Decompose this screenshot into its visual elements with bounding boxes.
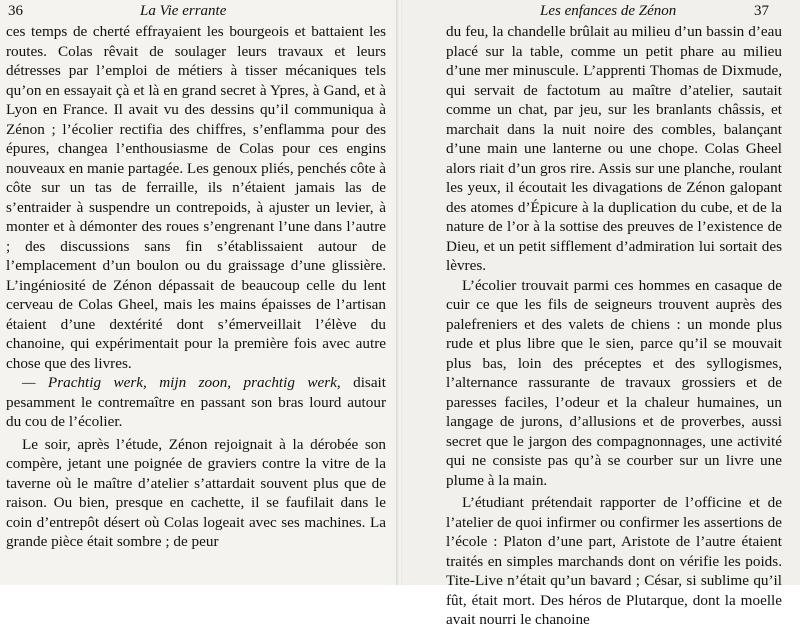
- dialogue-italic: — Prachtig werk, mijn zoon, prachtig werk,: [22, 374, 341, 391]
- right-page-body: [446, 22, 782, 630]
- running-head-left: La Vie errante: [140, 3, 227, 19]
- right-page: [402, 0, 800, 628]
- running-head-right: Les enfances de Zénon: [540, 3, 677, 19]
- left-page: [0, 0, 398, 585]
- left-page-body: [6, 22, 386, 552]
- page-number-right: 37: [754, 3, 769, 19]
- paragraph-text: disait pesamment le contremaître en passant son bras lourd autour du cou de l’écolier.: [6, 374, 386, 430]
- paragraph: L’étudiant prétendait rapporter de l’officine et de l’atelier de quoi infirmer ou confirmer les assertions de l’école : Platon d’une part, Aristote de l’autre étaient traités en simples marchands dont on vérifie les poids. Tite-Live n’était qu’un bavard ; César, si sublime qu’il fût, était mort. Des héros de Plutarque, dont la moelle avait nourri le chanoine: [446, 494, 782, 628]
- page-number-left: 36: [8, 3, 23, 19]
- paragraph: [6, 373, 386, 432]
- paragraph: Le soir, après l’étude, Zénon rejoignait à la dérobée son compère, jetant une poignée de graviers contre la vitre de la taverne où le maître d’atelier s’attardait souvent plus que de raison. Ou bien, presque en cachette, il se faufilait dans le coin d’entrepôt désert où Colas logeait avec ses machines. La grande pièce était sombre ; de peur: [6, 435, 386, 550]
- paragraph: du feu, la chandelle brûlait au milieu d’un bassin d’eau placé sur la table, comme un petit phare au milieu d’une mer minuscule. L’apprenti Thomas de Dixmude, qui servait de factotum au maître d’atelier, sautait comme un chat, par jeu, sur les branlants châssis, et marchait dans la nuit noire des combles, balançant d’une main une lanterne ou une chope. Colas Gheel alors riait d’un gros rire. Assis sur une planche, roulant les yeux, il écoutait les divagations de Zénon galopant des atomes d’Épicure à la duplication du cube, et de la nature de l’or à la sottise des preuves de l’existence de Dieu, et un petit sifflement d’admiration lui sortait des lèvres.: [446, 23, 782, 274]
- paragraph: ces temps de cherté effrayaient les bourgeois et battaient les routes. Colas rêvait de soulager leurs travaux et leurs détresses par l’emploi de métiers à tisser mécaniques tels qu’on en essayait çà et là en grand secret à Ypres, à Gand, et à Lyon en France. Il avait vu des dessins qu’il communiqua à Zénon ; l’écolier rectifia des chiffres, s’enflamma pour des épures, changea l’enthousiasme de Colas pour ces engins nouveaux en manie partagée. Les genoux pliés, penchés côte à côte sur un tas de ferraille, ils n’étaient jamais las de s’entraider à suspendre un contrepoids, à ajuster un levier, à monter et à démonter des roues s’engrenant l’une dans l’autre ; des discussions sans fin s’établissaient autour de l’emplacement d’un boulon ou du graissage d’une glissière. L’ingéniosité de Zénon dépassait de beaucoup celle du lent cerveau de Colas Gheel, mais les mains épaisses de l’artisan étaient d’une dextérité dont s’émerveillait l’élève du chanoine, qui expérimentait pour la première fois avec autre chose que des livres.: [6, 23, 386, 372]
- paragraph: L’écolier trouvait parmi ces hommes en casaque de cuir ce que les fils de seigneurs trouvent auprès des palefreniers et des valets de chiens : un monde plus rude et plus libre que le sien, parce qu’il se mouvait plus bas, loin des préceptes et des syllogismes, l’alternance rassurante de travaux grossiers et de paresses faciles, l’odeur et la chaleur humaines, un langage de jurons, d’allusions et de proverbes, aussi secret que le jargon des compagnonnages, une activité qui ne consiste pas qu’à se courber sur un livre une plume à la main.: [446, 276, 782, 489]
